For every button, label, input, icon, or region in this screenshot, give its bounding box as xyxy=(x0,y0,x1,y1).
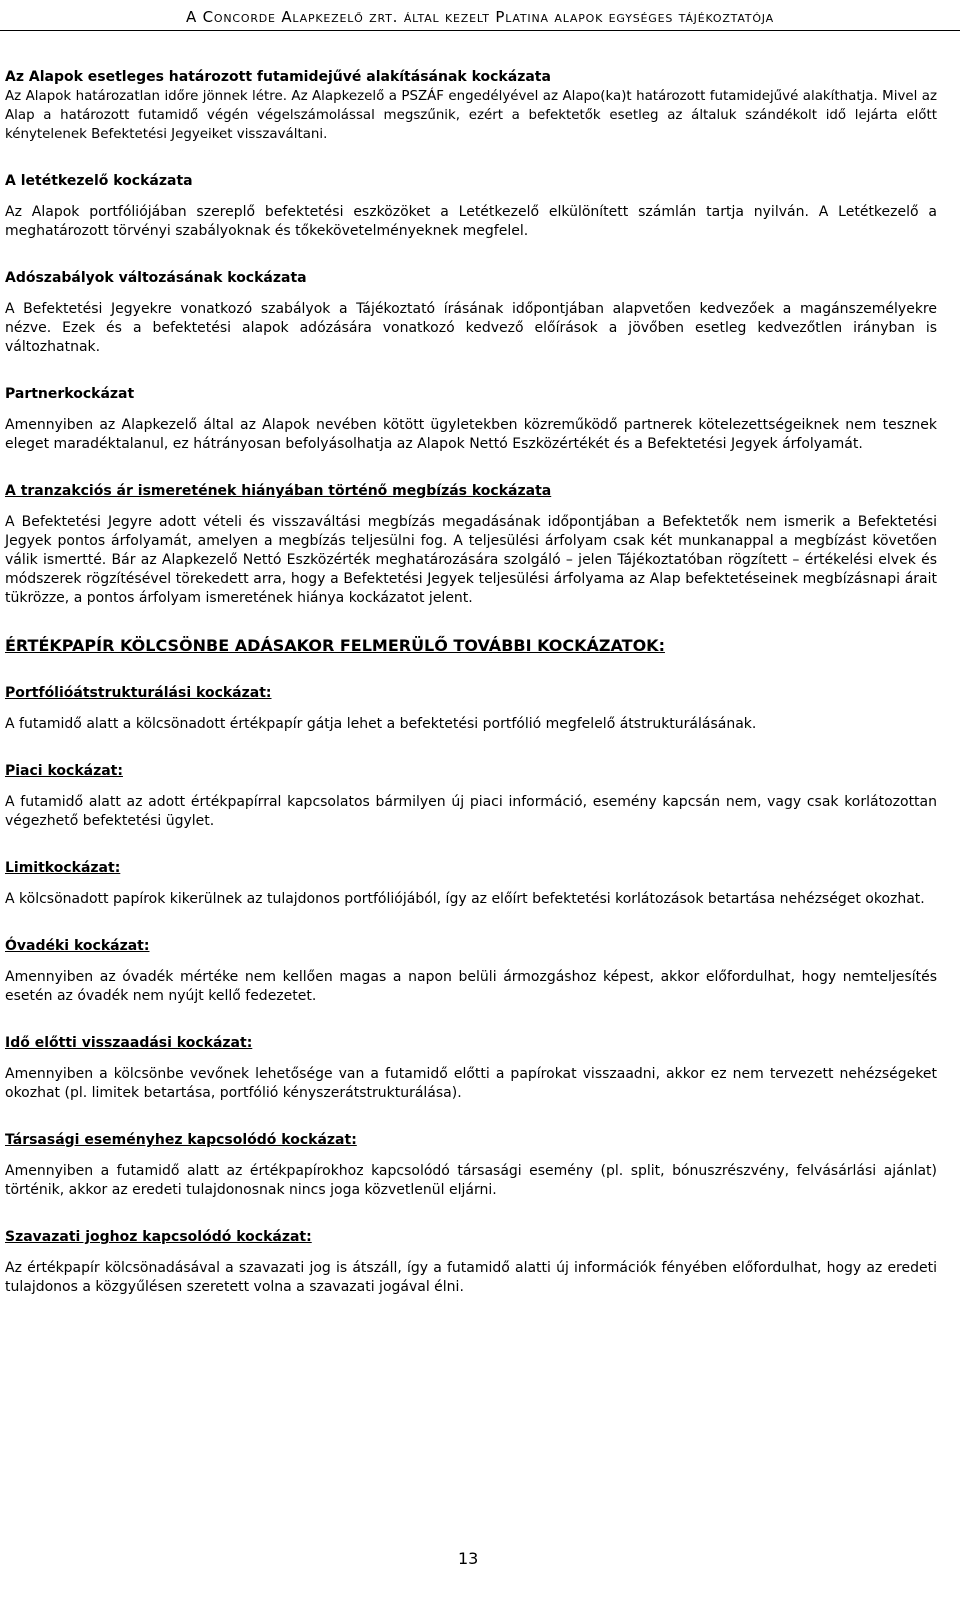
subsection-body: Amennyiben a futamidő alatt az értékpapírokhoz kapcsolódó társasági esemény (pl. split, bónuszrészvény, felvásárlási ajánlat) történik, akkor az eredeti tulajdonosnak nincs joga közvetlenül eljárni. xyxy=(5,1163,937,1198)
subsection-collateral-risk xyxy=(5,937,937,1006)
header-divider xyxy=(0,30,960,31)
section-transaction-price-risk xyxy=(5,482,937,608)
subsection-title: Társasági eseményhez kapcsolódó kockázat: xyxy=(5,1132,357,1148)
document-body xyxy=(5,68,937,1325)
section-body: Amennyiben az Alapkezelő által az Alapok nevében kötött ügyletekben közreműködő partnerek kötelezettségeiknek nem tesznek eleget maradéktalanul, ez hátrányosan befolyásolhatja az Alapok Nettó Eszközértékét és a Befektetési Jegyek árfolyamát. xyxy=(5,417,937,452)
subsection-voting-right-risk xyxy=(5,1228,937,1297)
page-number: 13 xyxy=(458,1549,479,1568)
subsection-body: Az értékpapír kölcsönadásával a szavazati jog is átszáll, így a futamidő alatti új információk fényében előfordulhat, hogy az eredeti tulajdonos a közgyűlésen szeretett volna a szavazati jogával élni. xyxy=(5,1260,937,1295)
subsection-body: Amennyiben a kölcsönbe vevőnek lehetősége van a futamidő előtti a papírokat visszaadni, akkor ez nem tervezett nehézségeket okozhat (pl. limitek betartása, portfólió kényszerátstrukturálása). xyxy=(5,1066,937,1101)
section-title: Partnerkockázat xyxy=(5,386,135,402)
subsection-body: A futamidő alatt az adott értékpapírral kapcsolatos bármilyen új piaci információ, esemény kapcsán nem, vagy csak korlátozottan végezhető befektetési ügylet. xyxy=(5,794,937,829)
section-title: Adószabályok változásának kockázata xyxy=(5,270,307,286)
subsection-portfolio-restructuring-risk xyxy=(5,684,937,734)
section-title: A letétkezelő kockázata xyxy=(5,173,193,189)
subsection-title: Piaci kockázat: xyxy=(5,763,123,779)
section-body: Az Alapok portfóliójában szereplő befektetési eszközöket a Letétkezelő elkülönített számlán tartja nyilván. A Letétkezelő a meghatározott törvényi szabályoknak és tőkekövetelményeknek megfelel. xyxy=(5,204,937,239)
subsection-limit-risk xyxy=(5,859,937,909)
subsection-body: A futamidő alatt a kölcsönadott értékpapír gátja lehet a befektetési portfólió megfelelő átstrukturálásának. xyxy=(5,716,757,732)
page-header xyxy=(0,0,960,36)
subsection-body: Amennyiben az óvadék mértéke nem kellően magas a napon belüli ármozgáshoz képest, akkor előfordulhat, hogy nemteljesítés esetén az óvadék nem nyújt kellő fedezetet. xyxy=(5,969,937,1004)
subsection-body: A kölcsönadott papírok kikerülnek az tulajdonos portfóliójából, így az előírt befektetési korlátozások betartása nehézséget okozhat. xyxy=(5,891,925,907)
section-tax-rules-risk xyxy=(5,269,937,357)
section-title: Az Alapok esetleges határozott futamidejűvé alakításának kockázata xyxy=(5,69,551,85)
subsection-early-return-risk xyxy=(5,1034,937,1103)
subsection-title: Idő előtti visszaadási kockázat: xyxy=(5,1035,253,1051)
subsection-title: Limitkockázat: xyxy=(5,860,121,876)
subsection-market-risk xyxy=(5,762,937,831)
section-body: A Befektetési Jegyekre vonatkozó szabályok a Tájékoztató írásának időpontjában alapvetően kedvezőek a magánszemélyekre nézve. Ezek és a befektetési alapok adózására vonatkozó kedvező előírások a jövőben esetleg kedvezőtlen irányban is változhatnak. xyxy=(5,301,937,355)
header-title: A Concorde Alapkezelő zrt. által kezelt Platina alapok egységes tájékoztatója xyxy=(186,8,774,26)
subsection-title: Portfólióátstrukturálási kockázat: xyxy=(5,685,272,701)
section-partner-risk xyxy=(5,385,937,454)
subsection-title: Szavazati joghoz kapcsolódó kockázat: xyxy=(5,1229,312,1245)
section-custodian-risk xyxy=(5,172,937,241)
main-heading: ÉRTÉKPAPÍR KÖLCSÖNBE ADÁSAKOR FELMERÜLŐ TOVÁBBI KOCKÁZATOK: xyxy=(5,636,665,655)
subsection-corporate-event-risk xyxy=(5,1131,937,1200)
section-title: A tranzakciós ár ismeretének hiányában történő megbízás kockázata xyxy=(5,483,552,499)
section-body: Az Alapok határozatlan időre jönnek létre. Az Alapkezelő a PSZÁF engedélyével az Alapo(ka)t határozott futamidejűvé alakíthatja. Mivel az Alap a határozott futamidő végén végelszámolással megszűnik, ezért a befektetők esetleg az általuk szándékolt idő lejárta előtt kénytelenek Befektetési Jegyeiket visszaváltani. xyxy=(5,89,937,142)
subsection-title: Óvadéki kockázat: xyxy=(5,938,150,954)
section-fixed-term-risk xyxy=(5,68,937,144)
section-body: A Befektetési Jegyre adott vételi és visszaváltási megbízás megadásának időpontjában a Befektetők nem ismerik a Befektetési Jegyek pontos árfolyamát, amelyen a megbízás teljesülni fog. A teljesülési árfolyam csak két munkanappal a megbízást követően válik ismertté. Bár az Alapkezelő Nettó Eszközérték meghatározására szolgáló – jelen Tájékoztatóban rögzített – értékelési elvek és módszerek rögzítésével törekedett arra, hogy a Befektetési Jegyek teljesülési árfolyama az Alap befektetéseinek megbízásnapi árait tükrözze, a pontos árfolyam ismeretének hiánya kockázatot jelent. xyxy=(5,514,937,606)
